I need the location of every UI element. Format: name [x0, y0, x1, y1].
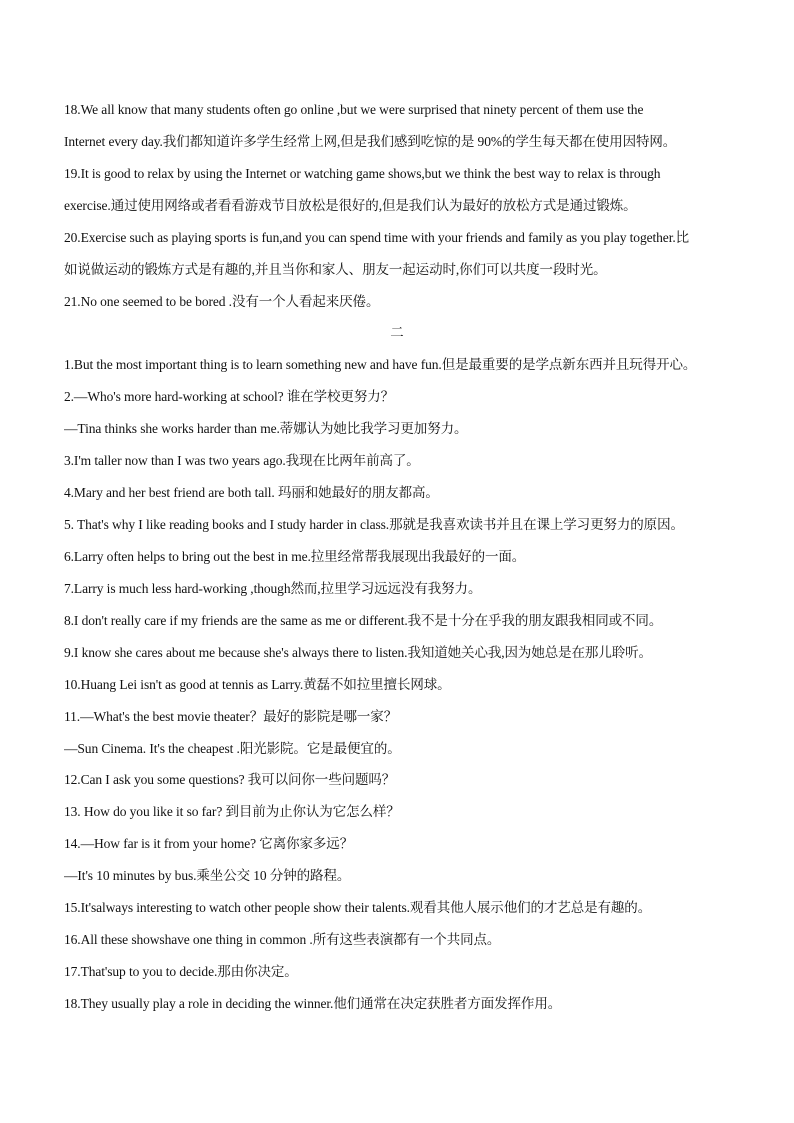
- text-line: 21.No one seemed to be bored .没有一个人看起来厌倦。: [64, 294, 380, 309]
- text-line: 20.Exercise such as playing sports is fun,and you can spend time with your friends and family as you play together.比: [64, 230, 690, 245]
- section-heading: 二: [390, 325, 404, 340]
- text-line: 18.They usually play a role in deciding the winner.他们通常在决定获胜者方面发挥作用。: [64, 996, 562, 1011]
- text-line: 13. How do you like it so far? 到目前为止你认为它怎么样？: [64, 804, 400, 819]
- text-line: Internet every day.我们都知道许多学生经常上网,但是我们感到吃惊的是 90%的学生每天都在使用因特网。: [64, 134, 677, 149]
- text-line: 7.Larry is much less hard-working ,though然而,拉里学习远远没有我努力。: [64, 581, 482, 596]
- text-line: exercise.通过使用网络或者看看游戏节目放松是很好的,但是我们认为最好的放松方式是通过锻炼。: [64, 198, 637, 213]
- text-line: 9.I know she cares about me because she's always there to listen.我知道她关心我,因为她总是在那儿聆听。: [64, 645, 652, 660]
- text-line: 8.I don't really care if my friends are the same as me or different.我不是十分在乎我的朋友跟我相同或不同。: [64, 613, 663, 628]
- text-line: 11.—What's the best movie theater？最好的影院是哪一家？: [64, 709, 398, 724]
- text-line: 如说做运动的锻炼方式是有趣的,并且当你和家人、朋友一起运动时,你们可以共度一段时光。: [64, 262, 607, 277]
- text-line: —Tina thinks she works harder than me.蒂娜认为她比我学习更加努力。: [64, 421, 468, 436]
- text-line: 1.But the most important thing is to learn something new and have fun.但是最重要的是学点新东西并且玩得开心。: [64, 357, 697, 372]
- text-line: 12.Can I ask you some questions? 我可以问你一些问题吗？: [64, 772, 396, 787]
- text-line: 3.I'm taller now than I was two years ago.我现在比两年前高了。: [64, 453, 420, 468]
- text-line: 16.All these showshave one thing in common .所有这些表演都有一个共同点。: [64, 932, 501, 947]
- text-line: 18.We all know that many students often go online ,but we were surprised that ninety percent of them use the: [64, 102, 644, 117]
- text-line: 4.Mary and her best friend are both tall. 玛丽和她最好的朋友都高。: [64, 485, 439, 500]
- text-line: 5. That's why I like reading books and I study harder in class.那就是我喜欢读书并且在课上学习更努力的原因。: [64, 517, 684, 532]
- text-line: 10.Huang Lei isn't as good at tennis as Larry.黄磊不如拉里擅长网球。: [64, 677, 451, 692]
- text-line: 17.That'sup to you to decide.那由你决定。: [64, 964, 298, 979]
- text-line: 14.—How far is it from your home? 它离你家多远？: [64, 836, 354, 851]
- text-line: 15.It'salways interesting to watch other people show their talents.观看其他人展示他们的才艺总是有趣的。: [64, 900, 652, 915]
- text-line: —Sun Cinema. It's the cheapest .阳光影院。它是最便宜的。: [64, 741, 401, 756]
- text-line: 6.Larry often helps to bring out the best in me.拉里经常帮我展现出我最好的一面。: [64, 549, 526, 564]
- text-line: 2.—Who's more hard-working at school? 谁在学校更努力？: [64, 389, 395, 404]
- text-line: 19.It is good to relax by using the Internet or watching game shows,but we think the best way to relax is through: [64, 166, 661, 181]
- text-line: —It's 10 minutes by bus.乘坐公交 10 分钟的路程。: [64, 868, 351, 883]
